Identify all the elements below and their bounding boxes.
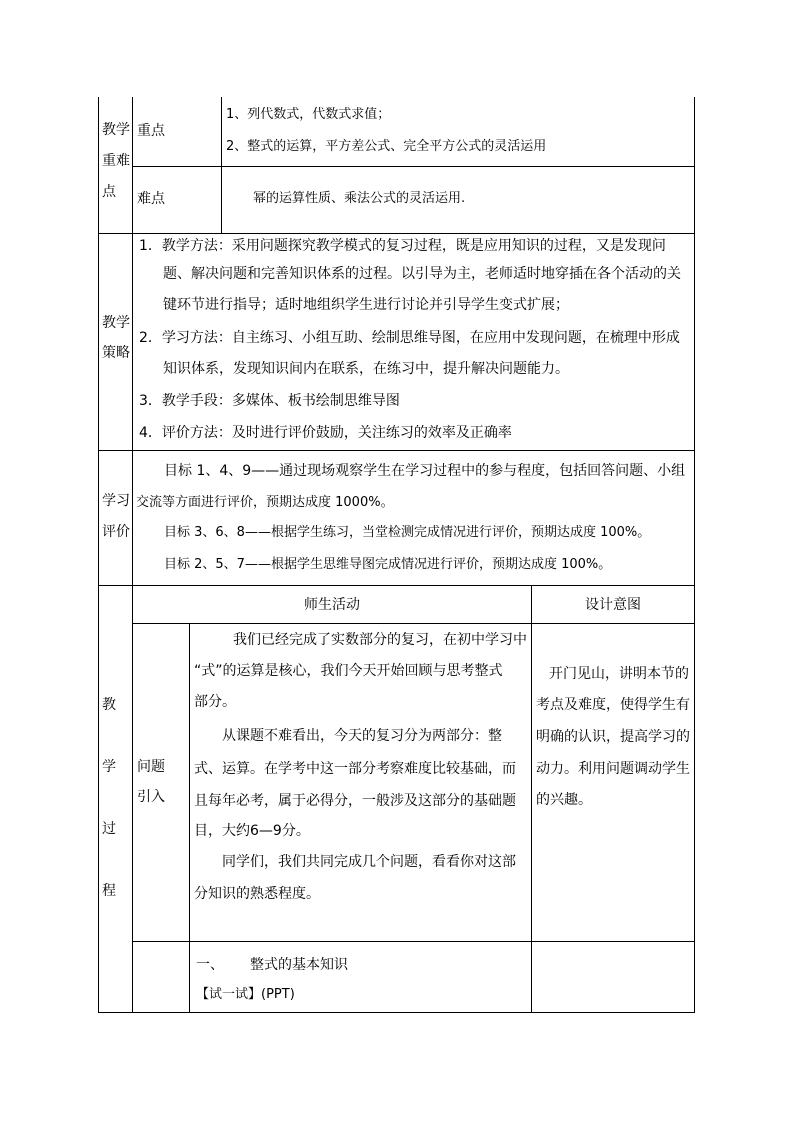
strategy-line-7: 4．评价方法：及时进行评价鼓励，关注练习的效率及正确率 (139, 425, 512, 441)
difficulty-label: 难点 (137, 191, 165, 207)
row-line-3 (98, 585, 694, 586)
intent-line-2: 考点及难度，使得学生有 (536, 697, 690, 713)
strategy-line-5: 知识体系，发现知识间内在联系，在练习中，提升解决问题能力。 (163, 361, 569, 377)
key-points-label: 重点 (137, 123, 165, 139)
strategy-label-1: 教学 (102, 315, 130, 331)
process-header-line (132, 623, 694, 624)
evaluation-line-3: 目标 3、6、8——根据学生练习，当堂检测完成情况进行评价，预期达成度 100%。 (164, 525, 651, 540)
label-column-divider (132, 97, 133, 1013)
focus-middle-line (132, 166, 694, 167)
focus-row-label-3: 点 (102, 184, 116, 200)
intro-label-2: 引入 (137, 789, 165, 805)
focus-row-label-1: 教学 (102, 122, 130, 138)
strategy-line-1: 1．教学方法：采用问题探究教学模式的复习过程，既是应用知识的过程，又是发现问 (139, 238, 666, 254)
difficulty-text: 幂的运算性质、乘法公式的灵活运用. (253, 191, 466, 206)
intro-line-3: 部分。 (194, 694, 236, 710)
process-label-3: 过 (102, 821, 116, 837)
table-border-left (98, 97, 99, 1013)
intent-line-4: 动力。利用问题调动学生 (536, 761, 690, 777)
intro-line-6: 且每年必考，属于必得分，一般涉及这部分的基础题 (194, 793, 516, 809)
focus-row-label-2: 重难 (102, 153, 130, 169)
process-section-line (132, 941, 694, 942)
key-point-line-1: 1、列代数式，代数式求值； (226, 107, 391, 122)
process-label-2: 学 (102, 759, 116, 775)
strategy-line-6: 3．教学手段：多媒体、板书绘制思维导图 (139, 393, 400, 409)
header-teacher-student-activity: 师生活动 (304, 597, 360, 613)
table-border-bottom (98, 1012, 695, 1013)
evaluation-label-2: 评价 (102, 524, 130, 540)
intro-line-4: 从课题不难看出，今天的复习分为两部分：整 (222, 728, 502, 744)
strategy-line-4: 2．学习方法：自主练习、小组互助、绘制思维导图，在应用中发现问题，在梳理中形成 (139, 330, 680, 346)
try-it-label: 【试一试】(PPT) (196, 987, 295, 1002)
intro-line-7: 目，大约6—9分。 (194, 823, 310, 839)
row-line-1 (98, 233, 694, 234)
evaluation-line-4: 目标 2、5、7——根据学生思维导图完成情况进行评价，预期达成度 100%。 (164, 557, 612, 572)
intro-line-2: “式”的运算是核心，我们今天开始回顾与思考整式 (194, 663, 503, 679)
process-sublabel-divider (189, 623, 190, 1013)
key-point-line-2: 2、整式的运算，平方差公式、完全平方公式的灵活运用 (226, 139, 547, 154)
intent-line-1: 开门见山，讲明本节的 (549, 666, 689, 682)
intro-line-9: 分知识的熟悉程度。 (194, 886, 320, 902)
header-design-intent: 设计意图 (585, 597, 641, 613)
focus-subcolumn-divider (221, 97, 222, 233)
evaluation-label-1: 学习 (102, 493, 130, 509)
intent-line-5: 的兴趣。 (536, 792, 592, 808)
strategy-line-2: 题、解决问题和完善知识体系的过程。以引导为主，老师适时地穿插在各个活动的关 (163, 266, 681, 282)
intro-line-8: 同学们，我们共同完成几个问题，看看你对这部 (222, 854, 516, 870)
section-number: 一、 (196, 957, 224, 973)
strategy-line-3: 键环节进行指导；适时地组织学生进行讨论并引导学生变式扩展； (163, 297, 569, 313)
process-intent-divider (531, 585, 532, 1013)
section-title: 整式的基本知识 (250, 957, 348, 973)
intro-line-1: 我们已经完成了实数部分的复习，在初中学习中 (233, 632, 527, 648)
table-border-right (694, 97, 695, 1013)
intro-line-5: 式、运算。在学考中这一部分考察难度比较基础，而 (194, 761, 516, 777)
process-label-1: 教 (102, 697, 116, 713)
evaluation-line-2: 交流等方面进行评价，预期达成度 1000%。 (136, 495, 394, 510)
process-label-4: 程 (102, 883, 116, 899)
evaluation-line-1: 目标 1、4、9——通过现场观察学生在学习过程中的参与程度，包括回答问题、小组 (164, 463, 686, 479)
intro-label-1: 问题 (137, 759, 165, 775)
intent-line-3: 明确的认识，提高学习的 (536, 729, 690, 745)
row-line-2 (98, 450, 694, 451)
strategy-label-2: 策略 (102, 345, 130, 361)
